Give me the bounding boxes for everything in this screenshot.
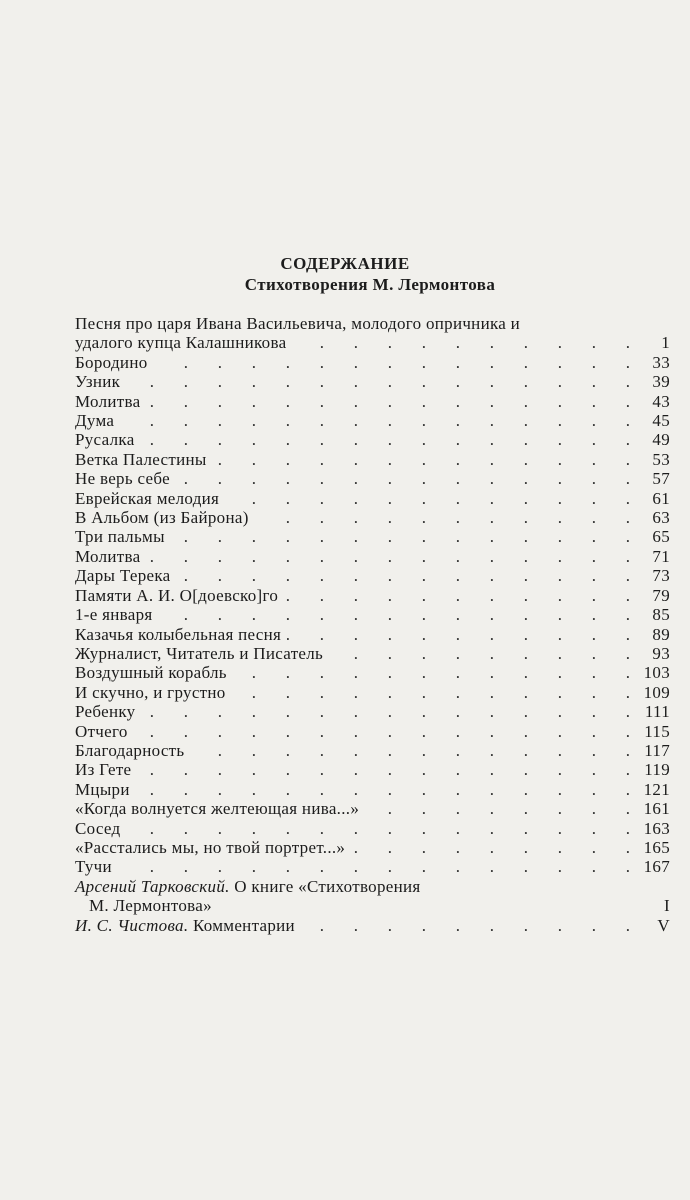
toc-entry[interactable] bbox=[75, 392, 670, 411]
toc-entry[interactable] bbox=[75, 857, 670, 876]
toc-entry-line bbox=[75, 838, 670, 857]
toc-entry-line bbox=[75, 489, 670, 508]
toc-page-number: 39 bbox=[652, 372, 670, 392]
toc-entry-line bbox=[75, 916, 670, 935]
dot-leader bbox=[351, 838, 630, 857]
dot-leader bbox=[126, 372, 630, 391]
dot-leader bbox=[287, 625, 630, 644]
toc-entry-line bbox=[75, 780, 670, 799]
toc-entry-line bbox=[75, 508, 670, 527]
toc-entry-title: Не верь себе bbox=[75, 469, 170, 489]
toc-page-number: 63 bbox=[652, 508, 670, 528]
toc-entry-line bbox=[75, 857, 670, 876]
toc-page-number: 33 bbox=[652, 352, 670, 372]
toc-entry-line bbox=[75, 819, 670, 838]
toc-page-number: 85 bbox=[652, 605, 670, 625]
toc-page-number: 119 bbox=[644, 760, 670, 780]
toc-entry[interactable] bbox=[75, 353, 670, 372]
dot-leader bbox=[176, 469, 630, 488]
dot-leader bbox=[177, 566, 631, 585]
table-of-contents bbox=[75, 314, 670, 935]
toc-entry-title: Молитва bbox=[75, 391, 141, 411]
toc-entry-title: «Расстались мы, но твой портрет...» bbox=[75, 837, 346, 857]
essay-title: О книге «Стихотворения bbox=[234, 876, 421, 896]
toc-entry[interactable] bbox=[75, 489, 670, 508]
toc-entry[interactable] bbox=[75, 799, 670, 818]
toc-page-number: 163 bbox=[643, 818, 670, 838]
toc-entry-line bbox=[75, 566, 670, 585]
toc-entry-title: Журналист, Читатель и Писатель bbox=[75, 643, 324, 663]
toc-entry-title: Песня про царя Ивана Васильевича, молодого опричника и bbox=[75, 314, 521, 333]
toc-entry-title: Тучи bbox=[75, 857, 112, 877]
toc-entry-essay[interactable] bbox=[75, 877, 670, 916]
toc-entry[interactable] bbox=[75, 625, 670, 644]
dot-leader bbox=[120, 411, 630, 430]
toc-entry-line bbox=[75, 353, 670, 372]
toc-entry-title: Узник bbox=[75, 372, 121, 392]
toc-page-number: 103 bbox=[643, 663, 670, 683]
toc-page-number: V bbox=[657, 915, 670, 935]
toc-entry[interactable] bbox=[75, 838, 670, 857]
toc-entry-title: Ветка Палестины bbox=[75, 449, 207, 469]
toc-entry-line bbox=[75, 469, 670, 488]
toc-entry[interactable] bbox=[75, 547, 670, 566]
toc-entry-title: Воздушный корабль bbox=[75, 663, 227, 683]
essay-title-continued: М. Лермонтова» bbox=[89, 896, 212, 916]
dot-leader bbox=[213, 450, 630, 469]
toc-entry[interactable] bbox=[75, 411, 670, 430]
toc-entry-line bbox=[75, 314, 670, 333]
toc-entry-line bbox=[75, 527, 670, 546]
commentary-author: И. С. Чистова. bbox=[75, 915, 189, 935]
dot-leader bbox=[146, 547, 630, 566]
toc-entry[interactable] bbox=[75, 780, 670, 799]
toc-entry-title: Ребенку bbox=[75, 702, 136, 722]
toc-entry[interactable] bbox=[75, 586, 670, 605]
toc-page-number: 93 bbox=[652, 643, 670, 663]
toc-entry-line bbox=[75, 547, 670, 566]
toc-entry-line bbox=[75, 586, 670, 605]
toc-entry-title: Памяти А. И. О[доевско]го bbox=[75, 585, 279, 605]
toc-entry-line bbox=[75, 625, 670, 644]
dot-leader bbox=[255, 508, 630, 527]
toc-entry-title-continued: удалого купца Калашникова bbox=[75, 333, 287, 353]
dot-leader bbox=[146, 392, 630, 411]
dot-leader bbox=[233, 663, 630, 682]
toc-page-number: 167 bbox=[643, 857, 670, 877]
toc-page-number: 71 bbox=[652, 546, 670, 566]
toc-entry[interactable] bbox=[75, 527, 670, 546]
toc-entry-title: Дума bbox=[75, 411, 115, 431]
toc-entry-title: «Когда волнуется желтеющая нива...» bbox=[75, 799, 360, 819]
toc-entry-line bbox=[75, 372, 670, 391]
toc-entry-line bbox=[75, 605, 670, 624]
toc-entry-line bbox=[75, 877, 670, 896]
toc-entry-line bbox=[75, 450, 670, 469]
toc-entry-line bbox=[75, 683, 670, 702]
toc-entry-title: Еврейская мелодия bbox=[75, 488, 220, 508]
toc-page-number: 65 bbox=[652, 527, 670, 547]
dot-leader bbox=[141, 702, 630, 721]
dot-leader bbox=[136, 780, 630, 799]
toc-entry[interactable] bbox=[75, 314, 670, 353]
dot-leader bbox=[141, 430, 630, 449]
dot-leader bbox=[154, 353, 630, 372]
dot-leader bbox=[127, 819, 631, 838]
toc-entry-title: Молитва bbox=[75, 546, 141, 566]
toc-entry[interactable] bbox=[75, 372, 670, 391]
toc-entry-line bbox=[75, 663, 670, 682]
dot-leader bbox=[365, 799, 630, 818]
toc-entry[interactable] bbox=[75, 722, 670, 741]
toc-entry-title: И скучно, и грустно bbox=[75, 682, 226, 702]
toc-page-number: 61 bbox=[652, 488, 670, 508]
toc-entry[interactable] bbox=[75, 683, 670, 702]
toc-entry-title: Русалка bbox=[75, 430, 135, 450]
toc-entry[interactable] bbox=[75, 469, 670, 488]
toc-entry-line bbox=[75, 430, 670, 449]
toc-entry-title: Мцыри bbox=[75, 779, 130, 799]
toc-entry-title: Бородино bbox=[75, 352, 148, 372]
essay-author: Арсений Тарковский. bbox=[75, 876, 230, 896]
toc-entry[interactable] bbox=[75, 508, 670, 527]
toc-page-number: 79 bbox=[652, 585, 670, 605]
toc-entry-line bbox=[75, 760, 670, 779]
dot-leader bbox=[301, 916, 630, 935]
toc-page-number: 73 bbox=[652, 566, 670, 586]
dot-leader bbox=[137, 760, 630, 779]
dot-leader bbox=[118, 857, 630, 876]
contents-subheading: Стихотворения М. Лермонтова bbox=[244, 275, 496, 294]
toc-page-number: 89 bbox=[652, 624, 670, 644]
dot-leader bbox=[134, 722, 630, 741]
toc-entry-title: Казачья колыбельная песня bbox=[75, 624, 282, 644]
toc-entry[interactable] bbox=[75, 430, 670, 449]
toc-entry[interactable] bbox=[75, 450, 670, 469]
dot-leader bbox=[171, 527, 630, 546]
toc-entry-title: Три пальмы bbox=[75, 527, 165, 547]
toc-entry-commentary[interactable] bbox=[75, 916, 670, 935]
toc-entry-line bbox=[75, 799, 670, 818]
dot-leader bbox=[159, 605, 630, 624]
toc-page-number: 161 bbox=[643, 799, 670, 819]
toc-entry[interactable] bbox=[75, 702, 670, 721]
contents-heading: СОДЕРЖАНИЕ bbox=[280, 254, 410, 273]
toc-entry-line bbox=[75, 392, 670, 411]
toc-entry-title: Из Гете bbox=[75, 760, 132, 780]
toc-entry-line bbox=[75, 896, 670, 915]
toc-entry-line bbox=[75, 333, 670, 352]
toc-entry-title: В Альбом (из Байрона) bbox=[75, 508, 249, 528]
toc-page-number: 57 bbox=[652, 469, 670, 489]
dot-leader bbox=[225, 489, 630, 508]
toc-page-number: 49 bbox=[652, 430, 670, 450]
toc-entry-line bbox=[75, 411, 670, 430]
toc-page-number: 53 bbox=[652, 449, 670, 469]
toc-entry[interactable] bbox=[75, 819, 670, 838]
dot-leader bbox=[329, 644, 630, 663]
toc-page-number: 121 bbox=[643, 779, 670, 799]
toc-entry-title: 1-е января bbox=[75, 605, 153, 625]
toc-entry-title: Отчего bbox=[75, 721, 128, 741]
toc-page-number: 115 bbox=[644, 721, 670, 741]
toc-page-number: 165 bbox=[643, 837, 670, 857]
toc-entry-title: Благодарность bbox=[75, 740, 185, 760]
dot-leader bbox=[190, 741, 630, 760]
toc-page-number: I bbox=[664, 896, 670, 916]
toc-entry[interactable] bbox=[75, 741, 670, 760]
toc-entry-line bbox=[75, 644, 670, 663]
toc-page-number: 111 bbox=[644, 702, 670, 722]
toc-page-number: 1 bbox=[661, 333, 670, 353]
toc-entry[interactable] bbox=[75, 644, 670, 663]
dot-leader bbox=[232, 683, 630, 702]
toc-page-number: 43 bbox=[652, 391, 670, 411]
toc-page-number: 117 bbox=[644, 740, 670, 760]
toc-entry[interactable] bbox=[75, 663, 670, 682]
toc-entry-line bbox=[75, 741, 670, 760]
toc-entry[interactable] bbox=[75, 566, 670, 585]
toc-page-number: 45 bbox=[652, 411, 670, 431]
toc-entry-line bbox=[75, 722, 670, 741]
toc-entry[interactable] bbox=[75, 605, 670, 624]
toc-entry[interactable] bbox=[75, 760, 670, 779]
toc-entry-line bbox=[75, 702, 670, 721]
toc-page-number: 109 bbox=[643, 682, 670, 702]
toc-entry-title: Дары Терека bbox=[75, 566, 171, 586]
dot-leader bbox=[284, 586, 630, 605]
commentary-title: Комментарии bbox=[192, 915, 295, 935]
dot-leader bbox=[292, 333, 630, 352]
toc-entry-title: Сосед bbox=[75, 818, 121, 838]
